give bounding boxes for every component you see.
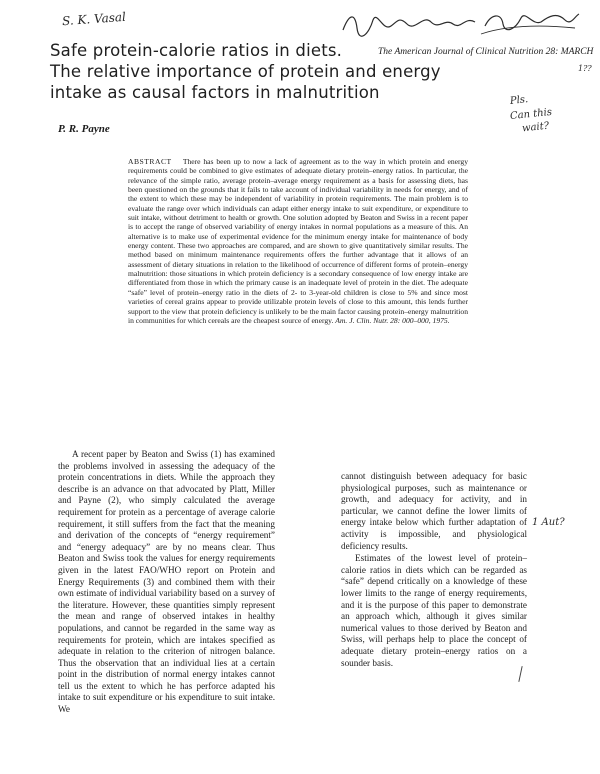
abstract-text: There has been up to now a lack of agreement as to the way in which protein and energy requirements could be combined to give estimates of adequate dietary protein–energy ratios. In particular, the relevance of the simple ratio, average protein–average energy requirement as a basis for assessing diets, has been questioned on the grounds that it fails to take account of individual variability in needs for energy, and of the extent to which these may be independent of variability in protein requirements. The main problem is to evaluate the range over which individuals can adapt either energy intake to suit expenditure, or expenditure to suit intake, without detriment to health or growth. One solution adopted by Beaton and Swiss in a recent paper is to accept the range of observed variability of energy intakes in normal populations as a measure of this. An alternative is to make use of experimental evidence for the minimum energy intake for maintenance of body energy content. These two approaches are compared, and are shown to give quantitatively similar results. The method based on minimum maintenance requirements offers the further advantage that it allows of an assessment of dietary situations in relation to the likelihood of occurrence of different forms of protein–energy malnutrition: those situations in which protein deficiency is a secondary consequence of low energy intake are differentiated from those in which the primary cause is an inadequate level of protein in the diet. The adequate “safe” level of protein–energy ratio in the diets of 2- to 3-year-old children is close to 5% and since most varieties of cereal grains appear to provide utilizable protein levels of close to this amount, this lends further support to the view that protein deficiency is unlikely to be the main factor causing protein–energy malnutrition in communities for which cereals are the cheapest source of energy.	[128, 157, 469, 325]
margin-note-3: wait?	[521, 120, 550, 135]
paper-title	[50, 40, 441, 103]
body-right-paragraph-2: Estimates of the lowest level of protein–calorie ratios in diets which can be regarded as “safe” depend critically on a knowledge of these lower limits to the range of energy requirements, and it is the purpose of this paper to demonstrate an approach which, although it gives similar numerical values to those derived by Beaton and Swiss, will perhaps help to place the concept of adequate dietary protein–energy ratios on a sounder basis.	[341, 553, 527, 668]
abstract-label: ABSTRACT	[128, 157, 172, 166]
scribble-icon	[335, 4, 585, 40]
author-name: P. R. Payne	[58, 123, 110, 135]
handwritten-scribble	[335, 4, 585, 40]
abstract-block	[128, 157, 468, 325]
body-left-paragraph: A recent paper by Beaton and Swiss (1) has examined the problems involved in assessing the adequacy of the protein concentrations in diets. While the approach they describe is an advance on that advocated by Platt, Miller and Payne (2), who simply calculated the average requirement for protein as a percentage of average calorie requirement, it still suffers from the fact that the meaning and derivation of the concepts of “energy requirement” and “energy adequacy” are by no means clear. Thus Beaton and Swiss took the values for energy requirements given in the latest FAO/WHO report on Protein and Energy Requirements (3) and combined them with their own estimate of individual variability based on a survey of the literature. However, these quantities simply represent the mean and range of observed intakes in healthy populations, and cannot be regarded in the same way as requirements for protein, which are intakes specified as adequate in relation to the criterion of nitrogen balance. Thus the observation that an individual lies at a certain point in the distribution of normal energy intakes cannot tell us the extent to which he has perforce adapted his intake to suit expenditure or his expenditure to suit intake. We	[58, 449, 275, 715]
handwritten-name: S. K. Vasal	[61, 9, 127, 29]
title-line-2: The relative importance of protein and energy	[50, 62, 441, 81]
body-right-paragraph-1: cannot distinguish between adequacy for basic physiological purposes, such as maintenance or growth, and adequacy for activity, and in particular, we cannot define the lower limits of energy intake below which further adaptation of activity is impossible, and physiological deficiency results.	[341, 471, 527, 551]
title-line-1: Safe protein-calorie ratios in diets.	[50, 41, 343, 60]
journal-header: The American Journal of Clinical Nutrition 28: MARCH	[378, 47, 594, 57]
title-line-3: intake as causal factors in malnutrition	[50, 83, 380, 102]
body-left-column	[58, 449, 275, 716]
margin-note-1: Pls.	[509, 94, 529, 107]
body-right-column	[341, 471, 527, 669]
abstract-citation: Am. J. Clin. Nutr. 28: 000–000, 1975.	[335, 315, 450, 325]
margin-note-2: Can this	[509, 106, 553, 123]
margin-note-aut: 1 Aut?	[532, 517, 565, 528]
page-corner-note: 1??	[578, 64, 592, 73]
